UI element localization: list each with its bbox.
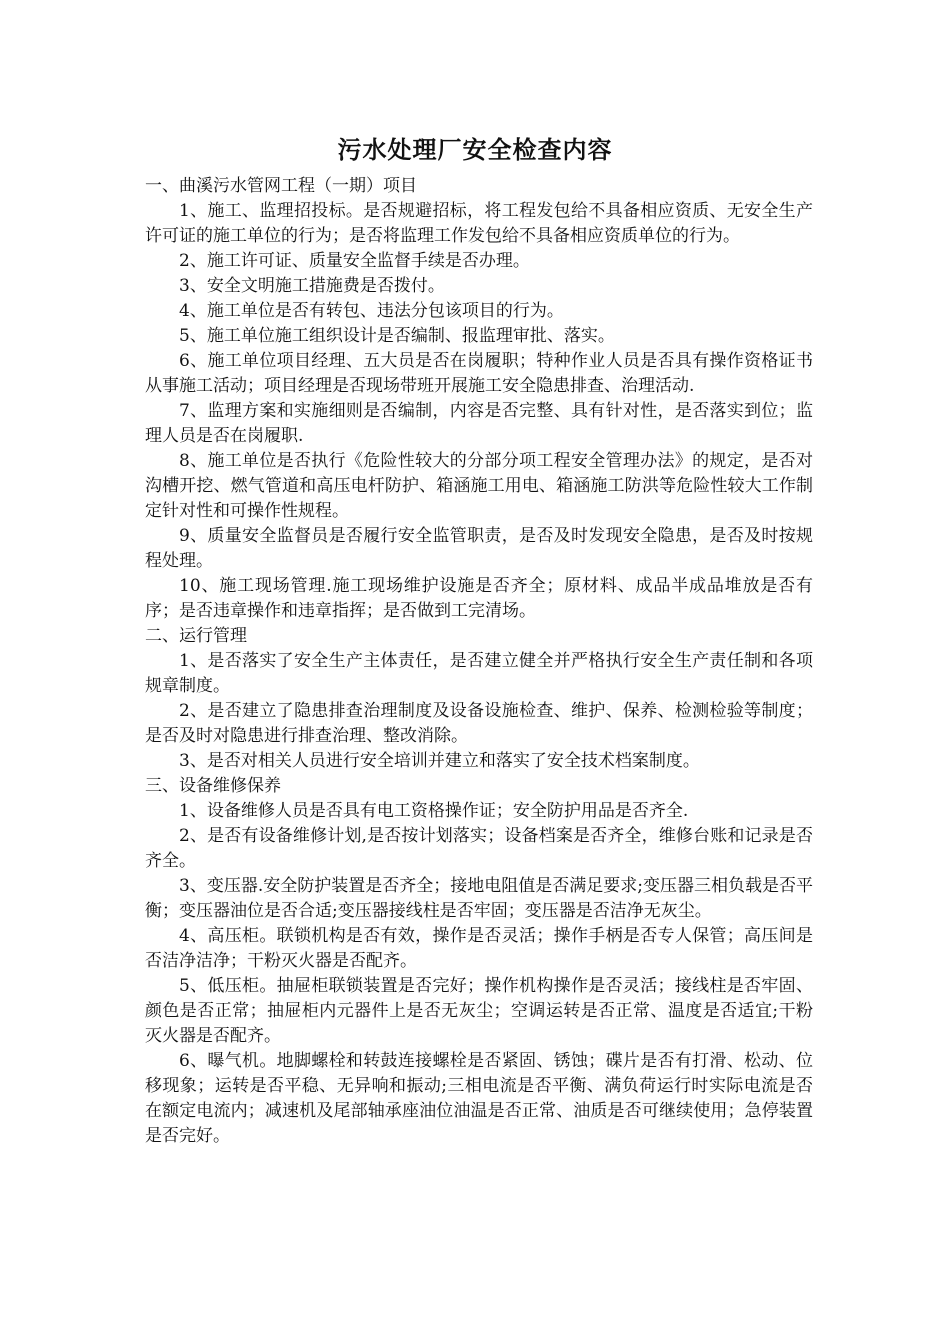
paragraph: 3、是否对相关人员进行安全培训并建立和落实了安全技术档案制度。	[179, 751, 700, 771]
section-3	[145, 774, 813, 1149]
paragraph: 4、高压柜。联锁机构是否有效，操作是否灵活；操作手柄是否专人保管；高压间是否洁净洁净；干粉灭火器是否配齐。	[145, 926, 813, 971]
paragraph: 1、设备维修人员是否具有电工资格操作证；安全防护用品是否齐全.	[179, 801, 689, 821]
paragraph: 3、安全文明施工措施费是否拨付。	[179, 276, 445, 296]
paragraph: 2、是否建立了隐患排查治理制度及设备设施检查、维护、保养、检测检验等制度；是否及时对隐患进行排查治理、整改消除。	[145, 701, 813, 746]
section-2	[145, 624, 813, 774]
paragraph: 9、质量安全监督员是否履行安全监管职责，是否及时发现安全隐患，是否及时按规程处理。	[145, 526, 813, 571]
paragraph: 2、施工许可证、质量安全监督手续是否办理。	[179, 251, 530, 271]
section-1	[145, 174, 813, 624]
document-title: 污水处理厂安全检查内容	[337, 135, 613, 164]
paragraph: 2、是否有设备维修计划,是否按计划落实；设备档案是否齐全，维修台账和记录是否齐全。	[145, 826, 813, 871]
section-heading: 三、设备维修保养	[145, 776, 281, 796]
section-heading: 二、运行管理	[145, 626, 247, 646]
paragraph: 1、施工、监理招投标。是否规避招标，将工程发包给不具备相应资质、无安全生产许可证的施工单位的行为；是否将监理工作发包给不具备相应资质单位的行为。	[145, 201, 813, 246]
paragraph: 1、是否落实了安全生产主体责任，是否建立健全并严格执行安全生产责任制和各项规章制度。	[145, 651, 813, 696]
paragraph: 8、施工单位是否执行《危险性较大的分部分项工程安全管理办法》的规定，是否对沟槽开挖、燃气管道和高压电杆防护、箱涵施工用电、箱涵施工防洪等危险性较大工作制定针对性和可操作性规程。	[145, 451, 813, 521]
paragraph: 6、施工单位项目经理、五大员是否在岗履职；特种作业人员是否具有操作资格证书从事施工活动；项目经理是否现场带班开展施工安全隐患排查、治理活动.	[145, 351, 813, 396]
paragraph: 5、低压柜。抽屉柜联锁装置是否完好；操作机构操作是否灵活；接线柱是否牢固、颜色是否正常；抽屉柜内元器件上是否无灰尘；空调运转是否正常、温度是否适宜;干粉灭火器是否配齐。	[145, 976, 813, 1046]
paragraph: 5、施工单位施工组织设计是否编制、报监理审批、落实。	[179, 326, 615, 346]
section-heading: 一、曲溪污水管网工程（一期）项目	[145, 176, 417, 196]
paragraph: 10、施工现场管理.施工现场维护设施是否齐全；原材料、成品半成品堆放是否有序；是否违章操作和违章指挥；是否做到工完清场。	[145, 576, 813, 621]
paragraph: 7、监理方案和实施细则是否编制，内容是否完整、具有针对性，是否落实到位；监理人员是否在岗履职.	[145, 401, 813, 446]
paragraph: 4、施工单位是否有转包、违法分包该项目的行为。	[179, 301, 564, 321]
paragraph: 3、变压器.安全防护装置是否齐全；接地电阻值是否满足要求;变压器三相负载是否平衡；变压器油位是否合适;变压器接线柱是否牢固；变压器是否洁净无灰尘。	[145, 876, 813, 921]
paragraph: 6、曝气机。地脚螺栓和转鼓连接螺栓是否紧固、锈蚀；碟片是否有打滑、松动、位移现象；运转是否平稳、无异响和振动;三相电流是否平衡、满负荷运行时实际电流是否在额定电流内；减速机及尾部轴承座油位油温是否正常、油质是否可继续使用；急停装置是否完好。	[145, 1051, 813, 1146]
document-body	[145, 174, 813, 1149]
